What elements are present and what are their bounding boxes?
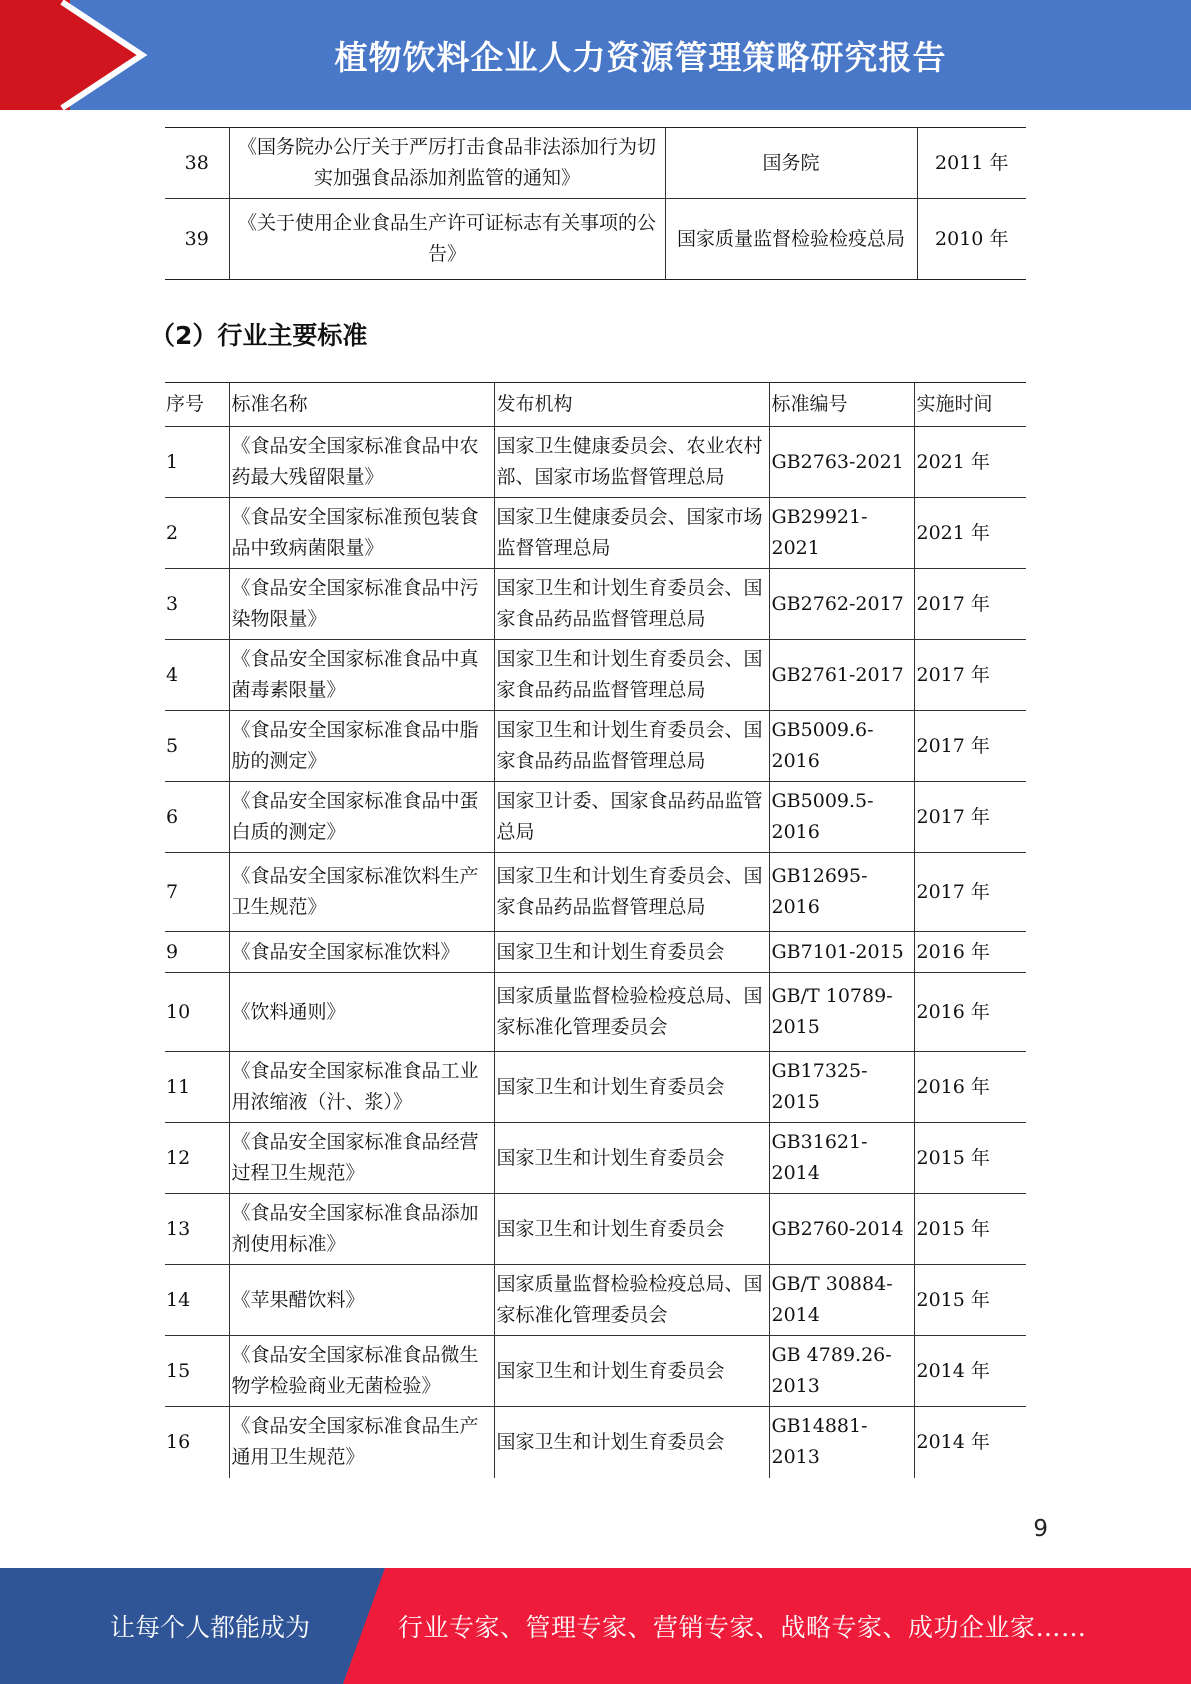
std-date: 2017 年 xyxy=(914,711,1026,782)
std-name: 《食品安全国家标准预包装食品中致病菌限量》 xyxy=(229,498,494,569)
std-date: 2016 年 xyxy=(914,1052,1026,1123)
std-no: 4 xyxy=(165,640,229,711)
std-code: GB 4789.26-2013 xyxy=(769,1336,914,1407)
std-issuer: 国家卫生和计划生育委员会 xyxy=(494,1407,769,1478)
std-no: 1 xyxy=(165,427,229,498)
std-issuer: 国家卫生和计划生育委员会 xyxy=(494,1336,769,1407)
std-code: GB/T 10789-2015 xyxy=(769,973,914,1052)
std-code: GB12695-2016 xyxy=(769,853,914,932)
std-no: 15 xyxy=(165,1336,229,1407)
std-date: 2015 年 xyxy=(914,1194,1026,1265)
std-no: 6 xyxy=(165,782,229,853)
col-header-issuer: 发布机构 xyxy=(494,383,769,427)
std-issuer: 国家卫生和计划生育委员会 xyxy=(494,1123,769,1194)
std-issuer: 国家卫生和计划生育委员会 xyxy=(494,1052,769,1123)
std-date: 2017 年 xyxy=(914,640,1026,711)
header-chevron-icon xyxy=(0,0,160,110)
std-issuer: 国家卫计委、国家食品药品监管总局 xyxy=(494,782,769,853)
std-name: 《食品安全国家标准食品生产通用卫生规范》 xyxy=(229,1407,494,1478)
col-header-name: 标准名称 xyxy=(229,383,494,427)
std-name: 《食品安全国家标准食品工业用浓缩液（汁、浆）》 xyxy=(229,1052,494,1123)
std-no: 13 xyxy=(165,1194,229,1265)
std-date: 2021 年 xyxy=(914,427,1026,498)
std-code: GB29921-2021 xyxy=(769,498,914,569)
std-no: 9 xyxy=(165,932,229,973)
table-row xyxy=(165,782,1026,853)
page-number: 9 xyxy=(1033,1516,1048,1542)
std-code: GB/T 30884-2014 xyxy=(769,1265,914,1336)
table-row xyxy=(165,1123,1026,1194)
std-code: GB31621-2014 xyxy=(769,1123,914,1194)
reg-name: 《国务院办公厅关于严厉打击食品非法添加行为切实加强食品添加剂监管的通知》 xyxy=(229,128,665,199)
std-name: 《食品安全国家标准食品中农药最大残留限量》 xyxy=(229,427,494,498)
reg-no: 38 xyxy=(165,128,229,199)
table-header-row xyxy=(165,383,1026,427)
std-name: 《食品安全国家标准食品中真菌毒素限量》 xyxy=(229,640,494,711)
std-code: GB2762-2017 xyxy=(769,569,914,640)
std-issuer: 国家卫生和计划生育委员会、国家食品药品监督管理总局 xyxy=(494,853,769,932)
table-row xyxy=(165,569,1026,640)
std-date: 2014 年 xyxy=(914,1336,1026,1407)
std-issuer: 国家卫生健康委员会、国家市场监督管理总局 xyxy=(494,498,769,569)
col-header-date: 实施时间 xyxy=(914,383,1026,427)
reg-year: 2011 年 xyxy=(917,128,1026,199)
table-row xyxy=(165,128,1026,199)
std-name: 《食品安全国家标准食品中污染物限量》 xyxy=(229,569,494,640)
std-date: 2017 年 xyxy=(914,782,1026,853)
std-code: GB14881-2013 xyxy=(769,1407,914,1478)
table-row xyxy=(165,853,1026,932)
table-row xyxy=(165,1194,1026,1265)
std-date: 2015 年 xyxy=(914,1123,1026,1194)
std-name: 《食品安全国家标准食品经营过程卫生规范》 xyxy=(229,1123,494,1194)
table-row xyxy=(165,711,1026,782)
std-issuer: 国家质量监督检验检疫总局、国家标准化管理委员会 xyxy=(494,1265,769,1336)
table-row xyxy=(165,973,1026,1052)
std-name: 《食品安全国家标准食品中蛋白质的测定》 xyxy=(229,782,494,853)
std-name: 《食品安全国家标准食品微生物学检验商业无菌检验》 xyxy=(229,1336,494,1407)
page-footer xyxy=(0,1568,1191,1684)
std-no: 12 xyxy=(165,1123,229,1194)
std-date: 2016 年 xyxy=(914,932,1026,973)
std-issuer: 国家质量监督检验检疫总局、国家标准化管理委员会 xyxy=(494,973,769,1052)
std-name: 《食品安全国家标准食品中脂肪的测定》 xyxy=(229,711,494,782)
reg-no: 39 xyxy=(165,199,229,280)
std-date: 2021 年 xyxy=(914,498,1026,569)
std-date: 2017 年 xyxy=(914,853,1026,932)
std-issuer: 国家卫生和计划生育委员会、国家食品药品监督管理总局 xyxy=(494,569,769,640)
footer-slogan-right: 行业专家、管理专家、营销专家、战略专家、成功企业家…… xyxy=(398,1613,1087,1642)
table-row xyxy=(165,498,1026,569)
std-no: 10 xyxy=(165,973,229,1052)
std-issuer: 国家卫生和计划生育委员会 xyxy=(494,932,769,973)
col-header-code: 标准编号 xyxy=(769,383,914,427)
reg-name: 《关于使用企业食品生产许可证标志有关事项的公告》 xyxy=(229,199,665,280)
page-header xyxy=(0,0,1191,110)
std-date: 2016 年 xyxy=(914,973,1026,1052)
standards-table xyxy=(165,382,1026,1478)
std-no: 14 xyxy=(165,1265,229,1336)
std-no: 2 xyxy=(165,498,229,569)
std-code: GB17325-2015 xyxy=(769,1052,914,1123)
std-date: 2015 年 xyxy=(914,1265,1026,1336)
std-code: GB7101-2015 xyxy=(769,932,914,973)
col-header-no: 序号 xyxy=(165,383,229,427)
std-name: 《食品安全国家标准饮料》 xyxy=(229,932,494,973)
std-code: GB2761-2017 xyxy=(769,640,914,711)
std-no: 16 xyxy=(165,1407,229,1478)
std-no: 7 xyxy=(165,853,229,932)
std-name: 《饮料通则》 xyxy=(229,973,494,1052)
std-issuer: 国家卫生和计划生育委员会、国家食品药品监督管理总局 xyxy=(494,711,769,782)
table-row xyxy=(165,932,1026,973)
reg-year: 2010 年 xyxy=(917,199,1026,280)
regulations-table xyxy=(165,127,1026,280)
table-row xyxy=(165,199,1026,280)
std-name: 《食品安全国家标准饮料生产卫生规范》 xyxy=(229,853,494,932)
std-name: 《苹果醋饮料》 xyxy=(229,1265,494,1336)
report-title: 植物饮料企业人力资源管理策略研究报告 xyxy=(334,37,947,77)
table-row xyxy=(165,1407,1026,1478)
std-date: 2017 年 xyxy=(914,569,1026,640)
std-no: 3 xyxy=(165,569,229,640)
table-row xyxy=(165,1336,1026,1407)
std-date: 2014 年 xyxy=(914,1407,1026,1478)
table-row xyxy=(165,640,1026,711)
std-code: GB2763-2021 xyxy=(769,427,914,498)
std-issuer: 国家卫生和计划生育委员会 xyxy=(494,1194,769,1265)
std-code: GB2760-2014 xyxy=(769,1194,914,1265)
std-code: GB5009.5-2016 xyxy=(769,782,914,853)
std-no: 11 xyxy=(165,1052,229,1123)
table-row xyxy=(165,1052,1026,1123)
table-row xyxy=(165,1265,1026,1336)
std-no: 5 xyxy=(165,711,229,782)
reg-issuer: 国家质量监督检验检疫总局 xyxy=(665,199,917,280)
std-name: 《食品安全国家标准食品添加剂使用标准》 xyxy=(229,1194,494,1265)
table-row xyxy=(165,427,1026,498)
footer-slogan-left: 让每个人都能成为 xyxy=(109,1613,310,1642)
std-issuer: 国家卫生健康委员会、农业农村部、国家市场监督管理总局 xyxy=(494,427,769,498)
reg-issuer: 国务院 xyxy=(665,128,917,199)
std-issuer: 国家卫生和计划生育委员会、国家食品药品监督管理总局 xyxy=(494,640,769,711)
std-code: GB5009.6-2016 xyxy=(769,711,914,782)
section-heading: （2）行业主要标准 xyxy=(150,321,368,350)
